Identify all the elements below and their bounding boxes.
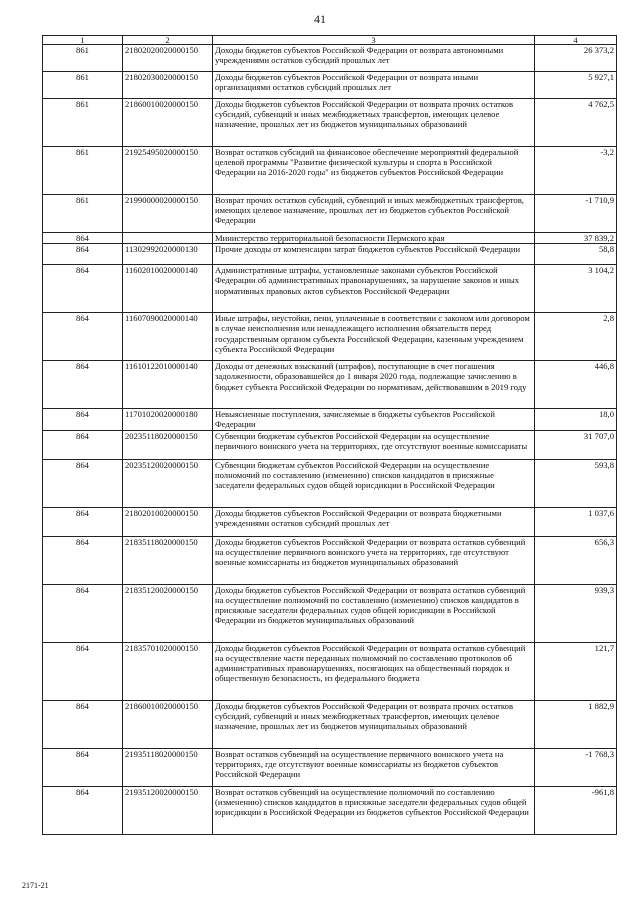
- admin-code-cell: 861: [43, 147, 123, 195]
- amount-cell: 1 037,6: [535, 507, 617, 536]
- amount-cell: 1 882,9: [535, 700, 617, 748]
- table-row: [43, 45, 617, 72]
- amount-cell: 31 707,0: [535, 430, 617, 459]
- table-row: [43, 361, 617, 409]
- admin-code-cell: 864: [43, 786, 123, 834]
- description-cell: Доходы бюджетов субъектов Российской Федерации от возврата остатков субвенций на осуществление первичного воинского учета на территориях, где отсутствуют военные комиссариаты из бюджетов муниципальных образований: [213, 536, 535, 584]
- admin-code-cell: 861: [43, 72, 123, 99]
- amount-cell: 939,3: [535, 584, 617, 642]
- admin-code-cell: 864: [43, 507, 123, 536]
- description-cell: Субвенции бюджетам субъектов Российской Федерации на осуществление полномочий по составлению (изменению) списков кандидатов в присяжные заседатели федеральных судов общей юрисдикции в Российской Федерации: [213, 459, 535, 507]
- budget-code-cell: 11701020020000180: [123, 409, 213, 430]
- budget-code-cell: 21925495020000150: [123, 147, 213, 195]
- header-col-1: 1: [43, 36, 123, 45]
- budget-code-cell: 11607090020000140: [123, 313, 213, 361]
- budget-code-cell: 21835118020000150: [123, 536, 213, 584]
- admin-code-cell: 861: [43, 45, 123, 72]
- table-header-row: [43, 36, 617, 45]
- admin-code-cell: 864: [43, 265, 123, 313]
- amount-cell: 4 762,5: [535, 99, 617, 147]
- budget-code-cell: 11602010020000140: [123, 265, 213, 313]
- budget-code-cell: 21860010020000150: [123, 700, 213, 748]
- description-cell: Доходы бюджетов субъектов Российской Федерации от возврата автономными учреждениями остатков субсидий прошлых лет: [213, 45, 535, 72]
- amount-cell: 5 927,1: [535, 72, 617, 99]
- description-cell: Доходы бюджетов субъектов Российской Федерации от возврата прочих остатков субсидий, субвенций и иных межбюджетных трансфертов, имеющих целевое назначение, прошлых лет из бюджетов муниципальных образований: [213, 700, 535, 748]
- admin-code-cell: 864: [43, 430, 123, 459]
- description-cell: Министерство территориальной безопасности Пермского края: [213, 233, 535, 244]
- admin-code-cell: 864: [43, 313, 123, 361]
- amount-cell: -3,2: [535, 147, 617, 195]
- amount-cell: 18,0: [535, 409, 617, 430]
- description-cell: Субвенции бюджетам субъектов Российской Федерации на осуществление первичного воинского учета на территориях, где отсутствуют военные комиссариаты: [213, 430, 535, 459]
- header-col-4: 4: [535, 36, 617, 45]
- description-cell: Доходы бюджетов субъектов Российской Федерации от возврата остатков субвенций на осуществление части переданных полномочий по составлению протоколов об административных правонарушениях, посягающих на общественный порядок и общественную безопасность, из федерального бюджета: [213, 642, 535, 700]
- table-row: [43, 195, 617, 233]
- description-cell: Административные штрафы, установленные законами субъектов Российской Федерации об административных правонарушениях, за нарушение законов и иных нормативных правовых актов субъектов Российской Федерации: [213, 265, 535, 313]
- table-row: [43, 748, 617, 786]
- table-row: [43, 99, 617, 147]
- table-row: [43, 265, 617, 313]
- header-col-2: 2: [123, 36, 213, 45]
- description-cell: Доходы бюджетов субъектов Российской Федерации от возврата остатков субвенций на осуществление полномочий по составлению (изменению) списков кандидатов в присяжные заседатели федеральных судов общей юрисдикции в Российской Федерации из бюджетов муниципальных образований: [213, 584, 535, 642]
- table-row: [43, 700, 617, 748]
- admin-code-cell: 864: [43, 642, 123, 700]
- description-cell: Доходы бюджетов субъектов Российской Федерации от возврата прочих остатков субсидий, субвенций и иных межбюджетных трансфертов, имеющих целевое назначение, прошлых лет из бюджетов муниципальных образований: [213, 99, 535, 147]
- table-row: [43, 642, 617, 700]
- admin-code-cell: 864: [43, 361, 123, 409]
- table-row: [43, 409, 617, 430]
- amount-cell: 3 104,2: [535, 265, 617, 313]
- admin-code-cell: 864: [43, 459, 123, 507]
- admin-code-cell: 861: [43, 99, 123, 147]
- description-cell: Возврат остатков субсидий на финансовое обеспечение мероприятий федеральной целевой программы "Развитие физической культуры и спорта в Российской Федерации на 2016-2020 годы" из бюджетов субъектов Российской Федерации: [213, 147, 535, 195]
- budget-code-cell: 21802010020000150: [123, 507, 213, 536]
- amount-cell: -1 710,9: [535, 195, 617, 233]
- page-number: 41: [314, 12, 326, 26]
- budget-code-cell: 21802020020000150: [123, 45, 213, 72]
- description-cell: Возврат остатков субвенций на осуществление первичного воинского учета на территориях, где отсутствуют военные комиссариаты из бюджетов субъектов Российской Федерации: [213, 748, 535, 786]
- amount-cell: 26 373,2: [535, 45, 617, 72]
- budget-code-cell: 21935118020000150: [123, 748, 213, 786]
- budget-code-cell: 20235118020000150: [123, 430, 213, 459]
- budget-code-cell: [123, 233, 213, 244]
- description-cell: Доходы бюджетов субъектов Российской Федерации от возврата иными организациями остатков субсидий прошлых лет: [213, 72, 535, 99]
- header-col-3: 3: [213, 36, 535, 45]
- table-row: [43, 313, 617, 361]
- description-cell: Возврат прочих остатков субсидий, субвенций и иных межбюджетных трансфертов, имеющих целевое назначение, прошлых лет из бюджетов субъектов Российской Федерации: [213, 195, 535, 233]
- budget-code-cell: 21990000020000150: [123, 195, 213, 233]
- admin-code-cell: 864: [43, 233, 123, 244]
- budget-code-cell: 21802030020000150: [123, 72, 213, 99]
- description-cell: Доходы от денежных взысканий (штрафов), поступающие в счет погашения задолженности, образовавшейся до 1 января 2020 года, подлежащие зачислению в бюджет субъекта Российской Федерации по нормативам, действовавшим в 2019 году: [213, 361, 535, 409]
- budget-code-cell: 21835701020000150: [123, 642, 213, 700]
- admin-code-cell: 864: [43, 244, 123, 265]
- budget-code-cell: 11610122010000140: [123, 361, 213, 409]
- table-body: [43, 45, 617, 835]
- description-cell: Невыясненные поступления, зачисляемые в бюджеты субъектов Российской Федерации: [213, 409, 535, 430]
- amount-cell: 593,8: [535, 459, 617, 507]
- description-cell: Доходы бюджетов субъектов Российской Федерации от возврата бюджетными учреждениями остатков субсидий прошлых лет: [213, 507, 535, 536]
- admin-code-cell: 864: [43, 700, 123, 748]
- description-cell: Возврат остатков субвенций на осуществление полномочий по составлению (изменению) списков кандидатов в присяжные заседатели федеральных судов общей юрисдикции в Российской Федерации из бюджетов субъектов Российской Федерации: [213, 786, 535, 834]
- amount-cell: 37 839,2: [535, 233, 617, 244]
- table-row: [43, 430, 617, 459]
- table-row: [43, 147, 617, 195]
- amount-cell: -1 768,3: [535, 748, 617, 786]
- table-row: [43, 786, 617, 834]
- budget-revenue-table: [42, 35, 617, 835]
- admin-code-cell: 864: [43, 536, 123, 584]
- admin-code-cell: 861: [43, 195, 123, 233]
- document-footer-code: 2171-21: [22, 881, 49, 890]
- amount-cell: -961,8: [535, 786, 617, 834]
- amount-cell: 2,8: [535, 313, 617, 361]
- table-row: [43, 233, 617, 244]
- admin-code-cell: 864: [43, 584, 123, 642]
- admin-code-cell: 864: [43, 409, 123, 430]
- budget-code-cell: 21860010020000150: [123, 99, 213, 147]
- amount-cell: 446,8: [535, 361, 617, 409]
- table-row: [43, 459, 617, 507]
- amount-cell: 121,7: [535, 642, 617, 700]
- table-row: [43, 244, 617, 265]
- description-cell: Прочие доходы от компенсации затрат бюджетов субъектов Российской Федерации: [213, 244, 535, 265]
- description-cell: Иные штрафы, неустойки, пени, уплаченные в соответствии с законом или договором в случае неисполнения или ненадлежащего исполнения обязательств перед государственным органом субъекта Российской Федерации, казенным учреждением субъекта Российской Федерации: [213, 313, 535, 361]
- budget-code-cell: 20235120020000150: [123, 459, 213, 507]
- table-row: [43, 72, 617, 99]
- amount-cell: 58,8: [535, 244, 617, 265]
- admin-code-cell: 864: [43, 748, 123, 786]
- amount-cell: 656,3: [535, 536, 617, 584]
- budget-code-cell: 21935120020000150: [123, 786, 213, 834]
- budget-code-cell: 11302992020000130: [123, 244, 213, 265]
- budget-code-cell: 21835120020000150: [123, 584, 213, 642]
- table-row: [43, 536, 617, 584]
- table-row: [43, 584, 617, 642]
- table-row: [43, 507, 617, 536]
